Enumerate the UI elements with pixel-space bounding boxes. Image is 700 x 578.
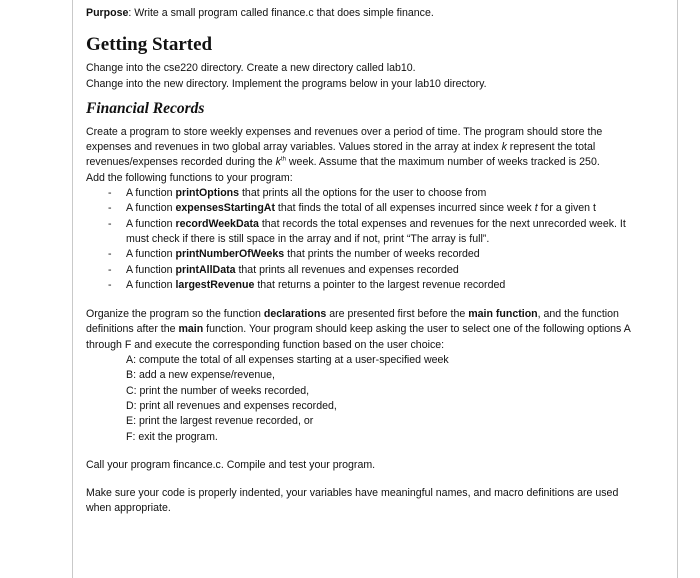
- organize-main: main: [178, 323, 204, 336]
- getting-started-line-1: Change into the cse220 directory. Create a new directory called lab10.: [86, 62, 416, 75]
- function-item-print-all-data: [108, 263, 646, 278]
- function-desc: that prints all the options for the user to choose from: [239, 187, 487, 200]
- function-desc: that records the total expenses and revenues for the next unrecorded week. It must check if there is still space in the array and if not, print “The array is full”.: [126, 217, 626, 245]
- function-desc: that finds the total of all expenses incurred since week: [274, 202, 535, 215]
- purpose-line: [86, 6, 646, 21]
- page-border-left: [72, 0, 73, 578]
- option-e: E: print the largest revenue recorded, or: [126, 415, 314, 428]
- financial-records-heading: Financial Records: [86, 99, 205, 117]
- function-item-print-number-of-weeks: [108, 247, 646, 262]
- getting-started-heading: Getting Started: [86, 34, 213, 56]
- function-name: expensesStartingAt: [175, 202, 275, 215]
- function-pre: A function: [126, 278, 176, 291]
- function-pre: A function: [126, 217, 176, 230]
- intro-index-k: k: [501, 141, 507, 154]
- purpose-label: Purpose: [86, 7, 129, 19]
- options-list: [86, 353, 646, 445]
- getting-started-line-2: Change into the new directory. Implement the programs below in your lab10 directory.: [86, 77, 487, 90]
- add-following-line: Add the following functions to your program:: [86, 171, 293, 184]
- purpose-text: : Write a small program called finance.c that does simple finance.: [128, 7, 434, 19]
- page-border-right: [677, 0, 678, 578]
- function-desc: that prints all revenues and expenses recorded: [235, 263, 459, 276]
- function-desc-end: for a given t: [537, 202, 596, 215]
- function-pre: A function: [126, 263, 176, 276]
- intro-kth-k: k: [275, 156, 281, 169]
- intro-part-a: Create a program to store weekly expenses and revenues over a period of time. The program should store the expenses and revenues in two global array variables. Values stored in the array at index: [86, 125, 603, 154]
- function-name: printOptions: [175, 187, 240, 200]
- intro-part-c: week. Assume that the maximum number of weeks tracked is 250.: [285, 156, 600, 169]
- function-desc: that returns a pointer to the largest revenue recorded: [254, 278, 506, 291]
- function-desc-var: t: [534, 202, 538, 215]
- organize-paragraph: [86, 307, 646, 353]
- function-item-print-options: [108, 186, 646, 201]
- organize-part-c: are presented first before the: [326, 308, 469, 321]
- function-list: [86, 186, 646, 293]
- option-f: F: exit the program.: [126, 430, 218, 443]
- organize-part-g: function. Your program should keep asking the user to select one of the following options A through F and execute the corresponding function based on the user choice:: [86, 323, 631, 351]
- organize-part-a: Organize the program so the function: [86, 308, 264, 321]
- intro-kth-sup: th: [280, 156, 286, 163]
- option-c: C: print the number of weeks recorded,: [126, 384, 310, 397]
- function-name: recordWeekData: [175, 217, 259, 230]
- function-desc: that prints the number of weeks recorded: [284, 248, 480, 261]
- function-pre: A function: [126, 248, 176, 261]
- final-instructions: Make sure your code is properly indented, your variables have meaningful names, and macro definitions are used when appropriate.: [86, 487, 619, 515]
- financial-records-intro: [86, 125, 646, 171]
- option-b: B: add a new expense/revenue,: [126, 369, 276, 382]
- function-name: printAllData: [175, 263, 236, 276]
- function-name: largestRevenue: [175, 278, 255, 291]
- function-pre: A function: [126, 202, 176, 215]
- function-item-largest-revenue: [108, 278, 646, 293]
- intro-part-b: represent the total revenues/expenses recorded during the: [86, 141, 596, 169]
- organize-part-e: , and the function definitions after the: [86, 308, 619, 336]
- function-item-record-week-data: [108, 217, 646, 248]
- option-d: D: print all revenues and expenses recorded,: [126, 399, 337, 412]
- document-page: [86, 6, 646, 517]
- organize-declarations: declarations: [263, 308, 327, 321]
- option-a: A: compute the total of all expenses starting at a user-specified week: [126, 354, 449, 367]
- function-pre: A function: [126, 187, 176, 200]
- call-program-line: Call your program fincance.c. Compile and test your program.: [86, 458, 376, 471]
- function-name: printNumberOfWeeks: [175, 248, 285, 261]
- function-item-expenses-starting-at: [108, 201, 646, 216]
- organize-main-function: main function: [468, 308, 538, 321]
